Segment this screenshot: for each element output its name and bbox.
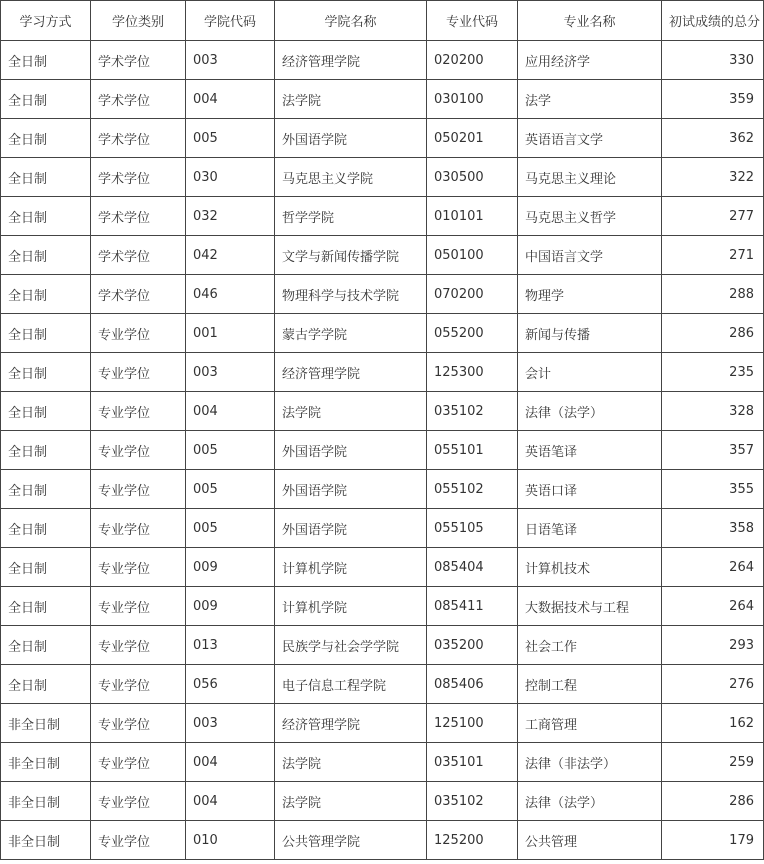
table-row [1, 743, 764, 782]
major-name-cell: 中国语言文学 [518, 236, 662, 275]
study-mode-cell: 全日制 [1, 587, 91, 626]
study-mode-cell: 全日制 [1, 275, 91, 314]
study-mode-cell: 全日制 [1, 119, 91, 158]
college-code-cell: 005 [186, 431, 275, 470]
college-code-cell: 009 [186, 548, 275, 587]
college-name-cell: 计算机学院 [275, 548, 427, 587]
major-name-cell: 法学 [518, 80, 662, 119]
table-row [1, 704, 764, 743]
major-code-cell: 085411 [427, 587, 518, 626]
study-mode-cell: 全日制 [1, 626, 91, 665]
header-college-code: 学院代码 [186, 1, 275, 41]
college-code-cell: 032 [186, 197, 275, 236]
header-row [1, 1, 764, 41]
study-mode-cell: 全日制 [1, 314, 91, 353]
college-name-cell: 经济管理学院 [275, 704, 427, 743]
major-code-cell: 030500 [427, 158, 518, 197]
major-code-cell: 030100 [427, 80, 518, 119]
major-name-cell: 马克思主义哲学 [518, 197, 662, 236]
college-name-cell: 法学院 [275, 743, 427, 782]
table-row [1, 821, 764, 860]
degree-type-cell: 学术学位 [91, 158, 186, 197]
major-name-cell: 英语语言文学 [518, 119, 662, 158]
table-row [1, 782, 764, 821]
college-code-cell: 010 [186, 821, 275, 860]
major-code-cell: 055200 [427, 314, 518, 353]
college-code-cell: 004 [186, 743, 275, 782]
college-name-cell: 外国语学院 [275, 509, 427, 548]
major-code-cell: 085406 [427, 665, 518, 704]
header-major-code: 专业代码 [427, 1, 518, 41]
college-code-cell: 005 [186, 119, 275, 158]
major-name-cell: 法律（非法学） [518, 743, 662, 782]
college-code-cell: 004 [186, 782, 275, 821]
major-code-cell: 020200 [427, 41, 518, 80]
degree-type-cell: 学术学位 [91, 275, 186, 314]
total-score-cell: 328 [662, 392, 764, 431]
total-score-cell: 264 [662, 548, 764, 587]
college-code-cell: 056 [186, 665, 275, 704]
degree-type-cell: 专业学位 [91, 353, 186, 392]
major-name-cell: 会计 [518, 353, 662, 392]
degree-type-cell: 专业学位 [91, 626, 186, 665]
degree-type-cell: 专业学位 [91, 821, 186, 860]
major-code-cell: 035102 [427, 782, 518, 821]
table-row [1, 392, 764, 431]
total-score-cell: 358 [662, 509, 764, 548]
table-row [1, 41, 764, 80]
degree-type-cell: 专业学位 [91, 548, 186, 587]
major-name-cell: 工商管理 [518, 704, 662, 743]
major-name-cell: 马克思主义理论 [518, 158, 662, 197]
total-score-cell: 293 [662, 626, 764, 665]
header-total-score: 初试成绩的总分 [662, 1, 764, 41]
degree-type-cell: 专业学位 [91, 782, 186, 821]
table-row [1, 314, 764, 353]
college-code-cell: 013 [186, 626, 275, 665]
table-row [1, 509, 764, 548]
major-code-cell: 010101 [427, 197, 518, 236]
college-code-cell: 042 [186, 236, 275, 275]
college-code-cell: 003 [186, 353, 275, 392]
college-name-cell: 民族学与社会学学院 [275, 626, 427, 665]
table-row [1, 158, 764, 197]
major-code-cell: 055105 [427, 509, 518, 548]
major-name-cell: 法律（法学） [518, 782, 662, 821]
major-code-cell: 125300 [427, 353, 518, 392]
study-mode-cell: 非全日制 [1, 821, 91, 860]
table-row [1, 470, 764, 509]
degree-type-cell: 专业学位 [91, 704, 186, 743]
total-score-cell: 362 [662, 119, 764, 158]
study-mode-cell: 全日制 [1, 431, 91, 470]
study-mode-cell: 全日制 [1, 665, 91, 704]
college-name-cell: 法学院 [275, 782, 427, 821]
total-score-cell: 286 [662, 782, 764, 821]
major-code-cell: 050100 [427, 236, 518, 275]
study-mode-cell: 全日制 [1, 197, 91, 236]
major-name-cell: 物理学 [518, 275, 662, 314]
total-score-cell: 271 [662, 236, 764, 275]
major-name-cell: 日语笔译 [518, 509, 662, 548]
major-name-cell: 公共管理 [518, 821, 662, 860]
degree-type-cell: 专业学位 [91, 470, 186, 509]
major-name-cell: 控制工程 [518, 665, 662, 704]
college-name-cell: 马克思主义学院 [275, 158, 427, 197]
major-name-cell: 英语笔译 [518, 431, 662, 470]
college-code-cell: 001 [186, 314, 275, 353]
study-mode-cell: 全日制 [1, 80, 91, 119]
major-code-cell: 035101 [427, 743, 518, 782]
major-name-cell: 大数据技术与工程 [518, 587, 662, 626]
total-score-cell: 276 [662, 665, 764, 704]
table-body [1, 41, 764, 860]
header-college-name: 学院名称 [275, 1, 427, 41]
table-row [1, 275, 764, 314]
degree-type-cell: 专业学位 [91, 743, 186, 782]
major-code-cell: 125100 [427, 704, 518, 743]
degree-type-cell: 学术学位 [91, 41, 186, 80]
college-name-cell: 法学院 [275, 80, 427, 119]
degree-type-cell: 专业学位 [91, 587, 186, 626]
total-score-cell: 264 [662, 587, 764, 626]
college-name-cell: 经济管理学院 [275, 353, 427, 392]
major-name-cell: 社会工作 [518, 626, 662, 665]
major-code-cell: 055102 [427, 470, 518, 509]
college-name-cell: 物理科学与技术学院 [275, 275, 427, 314]
college-name-cell: 电子信息工程学院 [275, 665, 427, 704]
total-score-cell: 286 [662, 314, 764, 353]
total-score-cell: 277 [662, 197, 764, 236]
total-score-cell: 179 [662, 821, 764, 860]
table-row [1, 236, 764, 275]
college-name-cell: 文学与新闻传播学院 [275, 236, 427, 275]
major-name-cell: 法律（法学） [518, 392, 662, 431]
study-mode-cell: 非全日制 [1, 704, 91, 743]
college-code-cell: 003 [186, 41, 275, 80]
degree-type-cell: 学术学位 [91, 119, 186, 158]
study-mode-cell: 非全日制 [1, 743, 91, 782]
header-degree-type: 学位类别 [91, 1, 186, 41]
degree-type-cell: 学术学位 [91, 236, 186, 275]
major-code-cell: 050201 [427, 119, 518, 158]
table-row [1, 80, 764, 119]
total-score-cell: 259 [662, 743, 764, 782]
college-name-cell: 蒙古学学院 [275, 314, 427, 353]
degree-type-cell: 专业学位 [91, 665, 186, 704]
major-name-cell: 应用经济学 [518, 41, 662, 80]
college-name-cell: 公共管理学院 [275, 821, 427, 860]
college-code-cell: 004 [186, 80, 275, 119]
study-mode-cell: 全日制 [1, 158, 91, 197]
college-name-cell: 计算机学院 [275, 587, 427, 626]
table-row [1, 665, 764, 704]
table-row [1, 353, 764, 392]
table-row [1, 587, 764, 626]
college-name-cell: 外国语学院 [275, 470, 427, 509]
study-mode-cell: 全日制 [1, 41, 91, 80]
header-major-name: 专业名称 [518, 1, 662, 41]
total-score-cell: 162 [662, 704, 764, 743]
college-name-cell: 外国语学院 [275, 431, 427, 470]
college-code-cell: 005 [186, 470, 275, 509]
college-name-cell: 法学院 [275, 392, 427, 431]
major-code-cell: 035102 [427, 392, 518, 431]
table-row [1, 548, 764, 587]
major-code-cell: 055101 [427, 431, 518, 470]
major-code-cell: 085404 [427, 548, 518, 587]
major-code-cell: 070200 [427, 275, 518, 314]
total-score-cell: 235 [662, 353, 764, 392]
study-mode-cell: 全日制 [1, 470, 91, 509]
total-score-cell: 330 [662, 41, 764, 80]
college-code-cell: 005 [186, 509, 275, 548]
table-row [1, 197, 764, 236]
degree-type-cell: 专业学位 [91, 392, 186, 431]
college-name-cell: 经济管理学院 [275, 41, 427, 80]
study-mode-cell: 全日制 [1, 548, 91, 587]
study-mode-cell: 非全日制 [1, 782, 91, 821]
total-score-cell: 322 [662, 158, 764, 197]
total-score-cell: 359 [662, 80, 764, 119]
study-mode-cell: 全日制 [1, 509, 91, 548]
total-score-cell: 288 [662, 275, 764, 314]
degree-type-cell: 专业学位 [91, 509, 186, 548]
study-mode-cell: 全日制 [1, 236, 91, 275]
major-code-cell: 125200 [427, 821, 518, 860]
college-code-cell: 030 [186, 158, 275, 197]
study-mode-cell: 全日制 [1, 392, 91, 431]
degree-type-cell: 专业学位 [91, 314, 186, 353]
table-header [1, 1, 764, 41]
major-name-cell: 计算机技术 [518, 548, 662, 587]
degree-type-cell: 专业学位 [91, 431, 186, 470]
degree-type-cell: 学术学位 [91, 80, 186, 119]
major-name-cell: 英语口译 [518, 470, 662, 509]
table-row [1, 626, 764, 665]
study-mode-cell: 全日制 [1, 353, 91, 392]
major-name-cell: 新闻与传播 [518, 314, 662, 353]
total-score-cell: 357 [662, 431, 764, 470]
header-study-mode: 学习方式 [1, 1, 91, 41]
college-code-cell: 004 [186, 392, 275, 431]
college-code-cell: 009 [186, 587, 275, 626]
degree-type-cell: 学术学位 [91, 197, 186, 236]
college-code-cell: 003 [186, 704, 275, 743]
table-row [1, 431, 764, 470]
college-name-cell: 外国语学院 [275, 119, 427, 158]
table-row [1, 119, 764, 158]
major-code-cell: 035200 [427, 626, 518, 665]
college-name-cell: 哲学学院 [275, 197, 427, 236]
total-score-cell: 355 [662, 470, 764, 509]
college-code-cell: 046 [186, 275, 275, 314]
